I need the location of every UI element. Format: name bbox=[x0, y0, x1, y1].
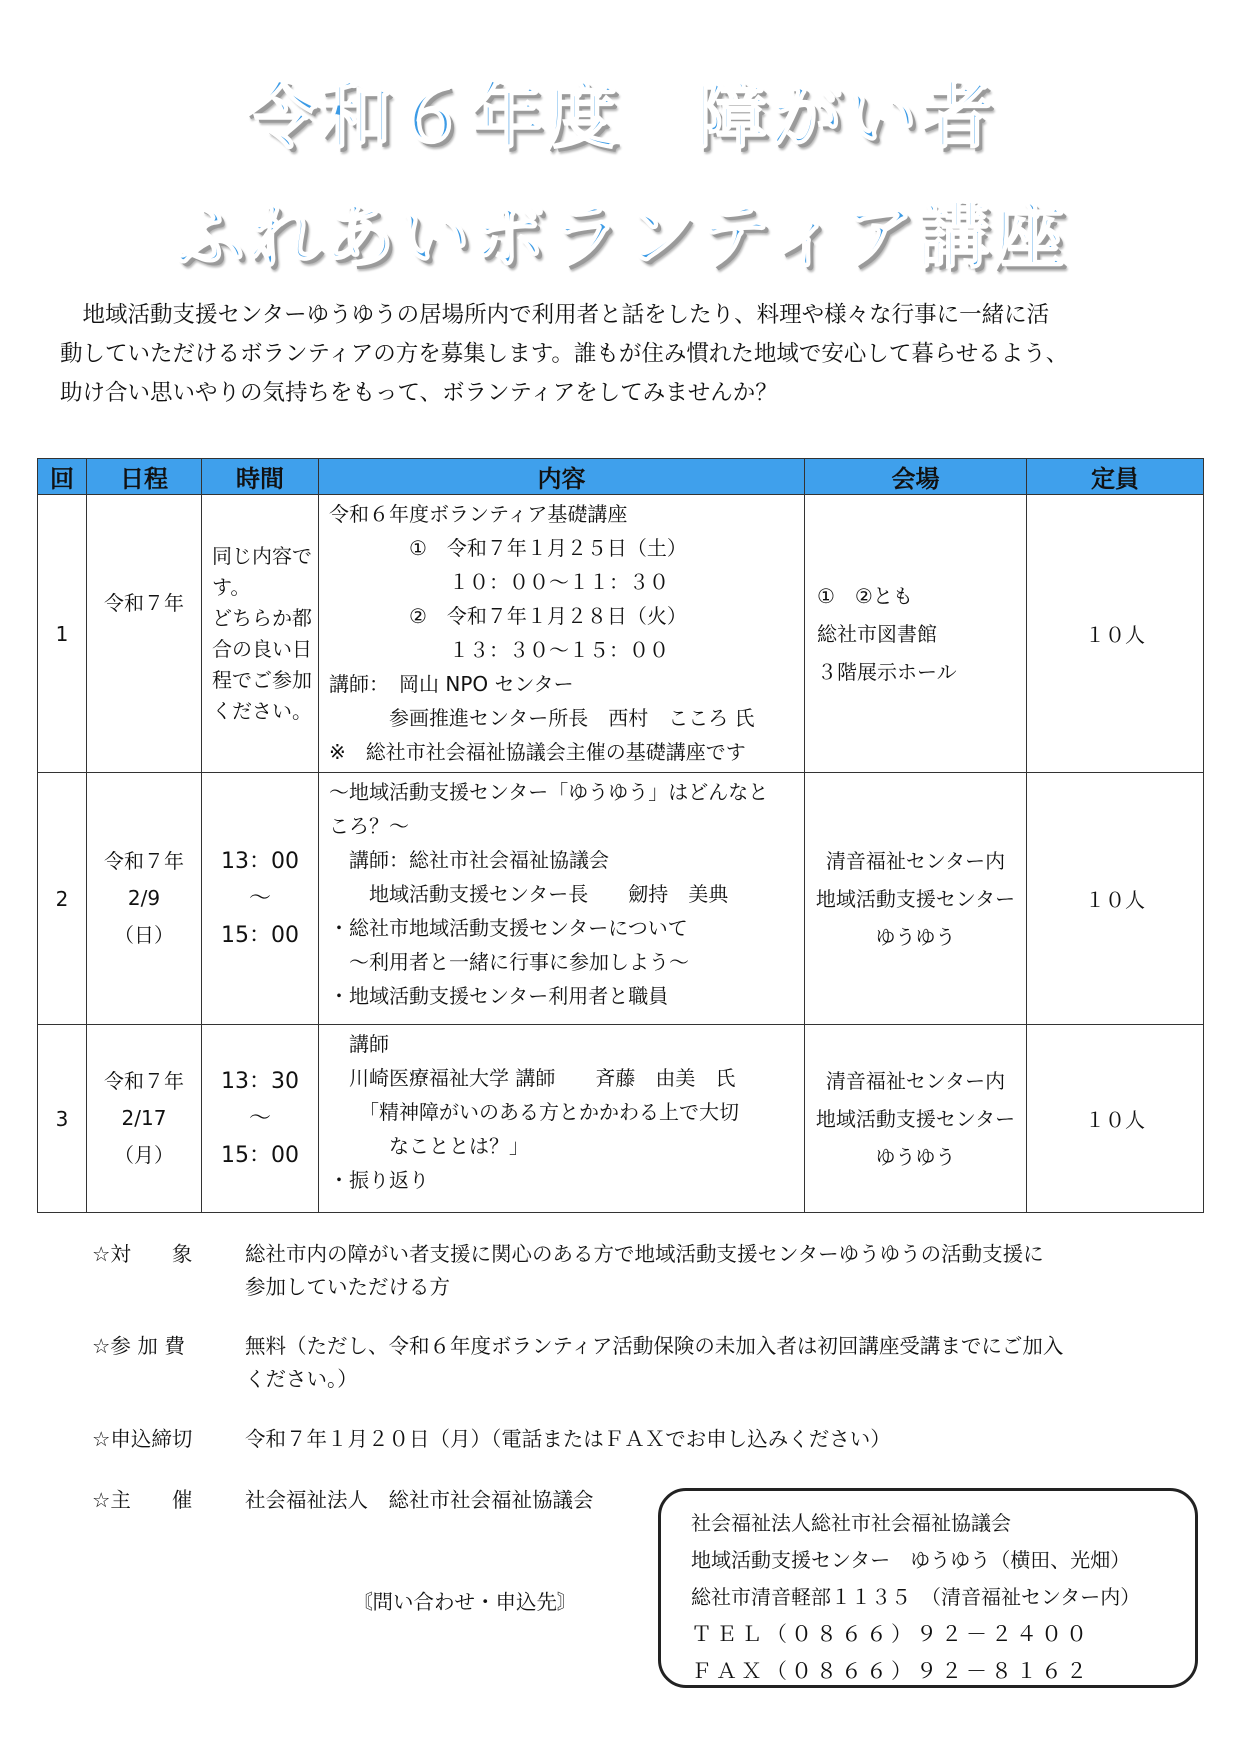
contact-tel: ＴＥＬ（０８６６）９２－２４００ bbox=[691, 1622, 1091, 1646]
content-line: １３：３０～１５：００ bbox=[329, 638, 669, 662]
intro-line: 動していただけるボランティアの方を募集します。誰もが住み慣れた地域で安心して暮らせるよう、 bbox=[60, 341, 1069, 367]
inquiry-label: 〘問い合わせ・申込先〙 bbox=[352, 1590, 578, 1614]
time-line: 13：30 bbox=[221, 1069, 299, 1094]
content-line: 講師：総社市社会福祉協議会 bbox=[329, 848, 609, 872]
venue-line: ３階展示ホール bbox=[817, 659, 957, 684]
header-time: 時間 bbox=[202, 459, 319, 495]
info-label: ☆対 象 bbox=[92, 1242, 193, 1266]
table-header-row bbox=[38, 459, 1204, 495]
date-line: （月） bbox=[114, 1143, 174, 1167]
session-number: 2 bbox=[38, 773, 87, 1025]
venue-line: ゆうゆう bbox=[875, 1144, 956, 1169]
info-label: ☆主 催 bbox=[92, 1488, 193, 1512]
session-time bbox=[202, 495, 319, 773]
content-line: ～地域活動支援センター「ゆうゆう」はどんなと bbox=[329, 780, 769, 804]
content-line: ・総社市地域活動支援センターについて bbox=[329, 916, 688, 940]
info-value: 令和７年１月２０日（月）（電話またはＦＡＸでお申し込みください） bbox=[245, 1427, 891, 1451]
content-line: ② 令和７年１月２８日（火） bbox=[329, 604, 687, 628]
intro-paragraph bbox=[60, 296, 1180, 413]
session-time bbox=[202, 773, 319, 1025]
intro-line: 地域活動支援センターゆうゆうの居場所内で利用者と話をしたり、料理や様々な行事に一緒に活 bbox=[60, 302, 1050, 328]
info-value: 参加していただける方 bbox=[245, 1275, 450, 1299]
time-line: ～ bbox=[248, 886, 271, 911]
table-row bbox=[38, 495, 1204, 773]
time-line: 程でご参加 bbox=[212, 667, 312, 692]
time-line: 同じ内容で bbox=[212, 543, 312, 568]
time-line: 15：00 bbox=[221, 1143, 299, 1168]
venue-line: 清音福祉センター内 bbox=[825, 1068, 1006, 1093]
info-value: 総社市内の障がい者支援に関心のある方で地域活動支援センターゆうゆうの活動支援に bbox=[245, 1242, 1044, 1266]
session-time bbox=[202, 1025, 319, 1213]
time-line: 13：00 bbox=[221, 849, 299, 874]
time-line: 15：00 bbox=[221, 923, 299, 948]
content-line: ころ？～ bbox=[329, 814, 409, 838]
date-line: 2/9 bbox=[127, 886, 161, 910]
content-line: １０：００～１１：３０ bbox=[329, 570, 669, 594]
session-venue bbox=[805, 495, 1027, 773]
contact-box bbox=[658, 1488, 1198, 1688]
info-value: 無料（ただし、令和６年度ボランティア活動保険の未加入者は初回講座受講までにご加入 bbox=[245, 1334, 1064, 1358]
contact-center: 地域活動支援センター ゆうゆう（横田、光畑） bbox=[691, 1548, 1131, 1572]
table-row bbox=[38, 1025, 1204, 1213]
page-title-line1: 令和６年度 障がい者 bbox=[244, 74, 995, 158]
content-line: ・振り返り bbox=[329, 1168, 429, 1192]
page-title-line2: ふれあいボランティア講座 bbox=[172, 194, 1068, 278]
content-line: ～利用者と一緒に行事に参加しよう～ bbox=[329, 950, 689, 974]
session-capacity: １０人 bbox=[1027, 495, 1204, 773]
date-line: 令和７年 bbox=[104, 591, 184, 615]
session-date bbox=[87, 495, 202, 773]
session-date bbox=[87, 773, 202, 1025]
session-number: 3 bbox=[38, 1025, 87, 1213]
contact-address: 総社市清音軽部１１３５ （清音福祉センター内） bbox=[691, 1585, 1141, 1609]
intro-line: 助け合い思いやりの気持ちをもって、ボランティアをしてみませんか？ bbox=[60, 380, 778, 406]
header-date: 日程 bbox=[87, 459, 202, 495]
schedule-table bbox=[37, 458, 1204, 1213]
info-value: 社会福祉法人 総社市社会福祉協議会 bbox=[245, 1488, 594, 1512]
venue-line: 地域活動支援センター bbox=[815, 886, 1016, 911]
time-line: 合の良い日 bbox=[212, 636, 312, 661]
session-venue bbox=[805, 773, 1027, 1025]
header-venue: 会場 bbox=[805, 459, 1027, 495]
date-line: 2/17 bbox=[121, 1106, 167, 1130]
session-number: 1 bbox=[38, 495, 87, 773]
time-line: ください。 bbox=[212, 698, 312, 723]
content-line: 「精神障がいのある方とかかわる上で大切 bbox=[329, 1100, 739, 1124]
content-line: ① 令和７年１月２５日（土） bbox=[329, 536, 687, 560]
date-line: 令和７年 bbox=[104, 849, 184, 873]
header-session: 回 bbox=[38, 459, 87, 495]
content-line: 令和６年度ボランティア基礎講座 bbox=[329, 502, 628, 526]
session-date bbox=[87, 1025, 202, 1213]
content-line: 参画推進センター所長 西村 こころ 氏 bbox=[329, 706, 755, 730]
session-content bbox=[319, 495, 805, 773]
venue-line: ① ②とも bbox=[817, 583, 913, 608]
time-line: どちらか都 bbox=[212, 605, 312, 630]
info-label: ☆参 加 費 bbox=[92, 1334, 185, 1358]
venue-line: 清音福祉センター内 bbox=[825, 848, 1006, 873]
content-line: 川崎医療福祉大学 講師 斉藤 由美 氏 bbox=[329, 1066, 736, 1090]
time-line: ～ bbox=[248, 1106, 271, 1131]
info-label: ☆申込締切 bbox=[92, 1427, 193, 1451]
date-line: （日） bbox=[114, 923, 174, 947]
time-line: す。 bbox=[212, 574, 251, 599]
header-content: 内容 bbox=[319, 459, 805, 495]
contact-org: 社会福祉法人総社市社会福祉協議会 bbox=[691, 1511, 1011, 1535]
date-line: 令和７年 bbox=[104, 1069, 184, 1093]
session-venue bbox=[805, 1025, 1027, 1213]
header-capacity: 定員 bbox=[1027, 459, 1204, 495]
content-line: ・地域活動支援センター利用者と職員 bbox=[329, 984, 669, 1008]
content-line: ※ 総社市社会福祉協議会主催の基礎講座です bbox=[329, 740, 746, 764]
session-capacity: １０人 bbox=[1027, 1025, 1204, 1213]
content-line: なこととは？」 bbox=[329, 1134, 529, 1158]
table-row bbox=[38, 773, 1204, 1025]
session-content bbox=[319, 773, 805, 1025]
content-line: 地域活動支援センター長 劒持 美典 bbox=[329, 882, 729, 906]
content-line: 講師 bbox=[329, 1032, 389, 1056]
info-value: ください。） bbox=[245, 1367, 358, 1391]
session-content bbox=[319, 1025, 805, 1213]
venue-line: 総社市図書館 bbox=[817, 621, 937, 646]
session-capacity: １０人 bbox=[1027, 773, 1204, 1025]
contact-fax: ＦＡＸ（０８６６）９２－８１６２ bbox=[691, 1659, 1091, 1683]
content-line: 講師： 岡山 NPO センター bbox=[329, 672, 574, 696]
venue-line: ゆうゆう bbox=[875, 924, 956, 949]
venue-line: 地域活動支援センター bbox=[815, 1106, 1016, 1131]
